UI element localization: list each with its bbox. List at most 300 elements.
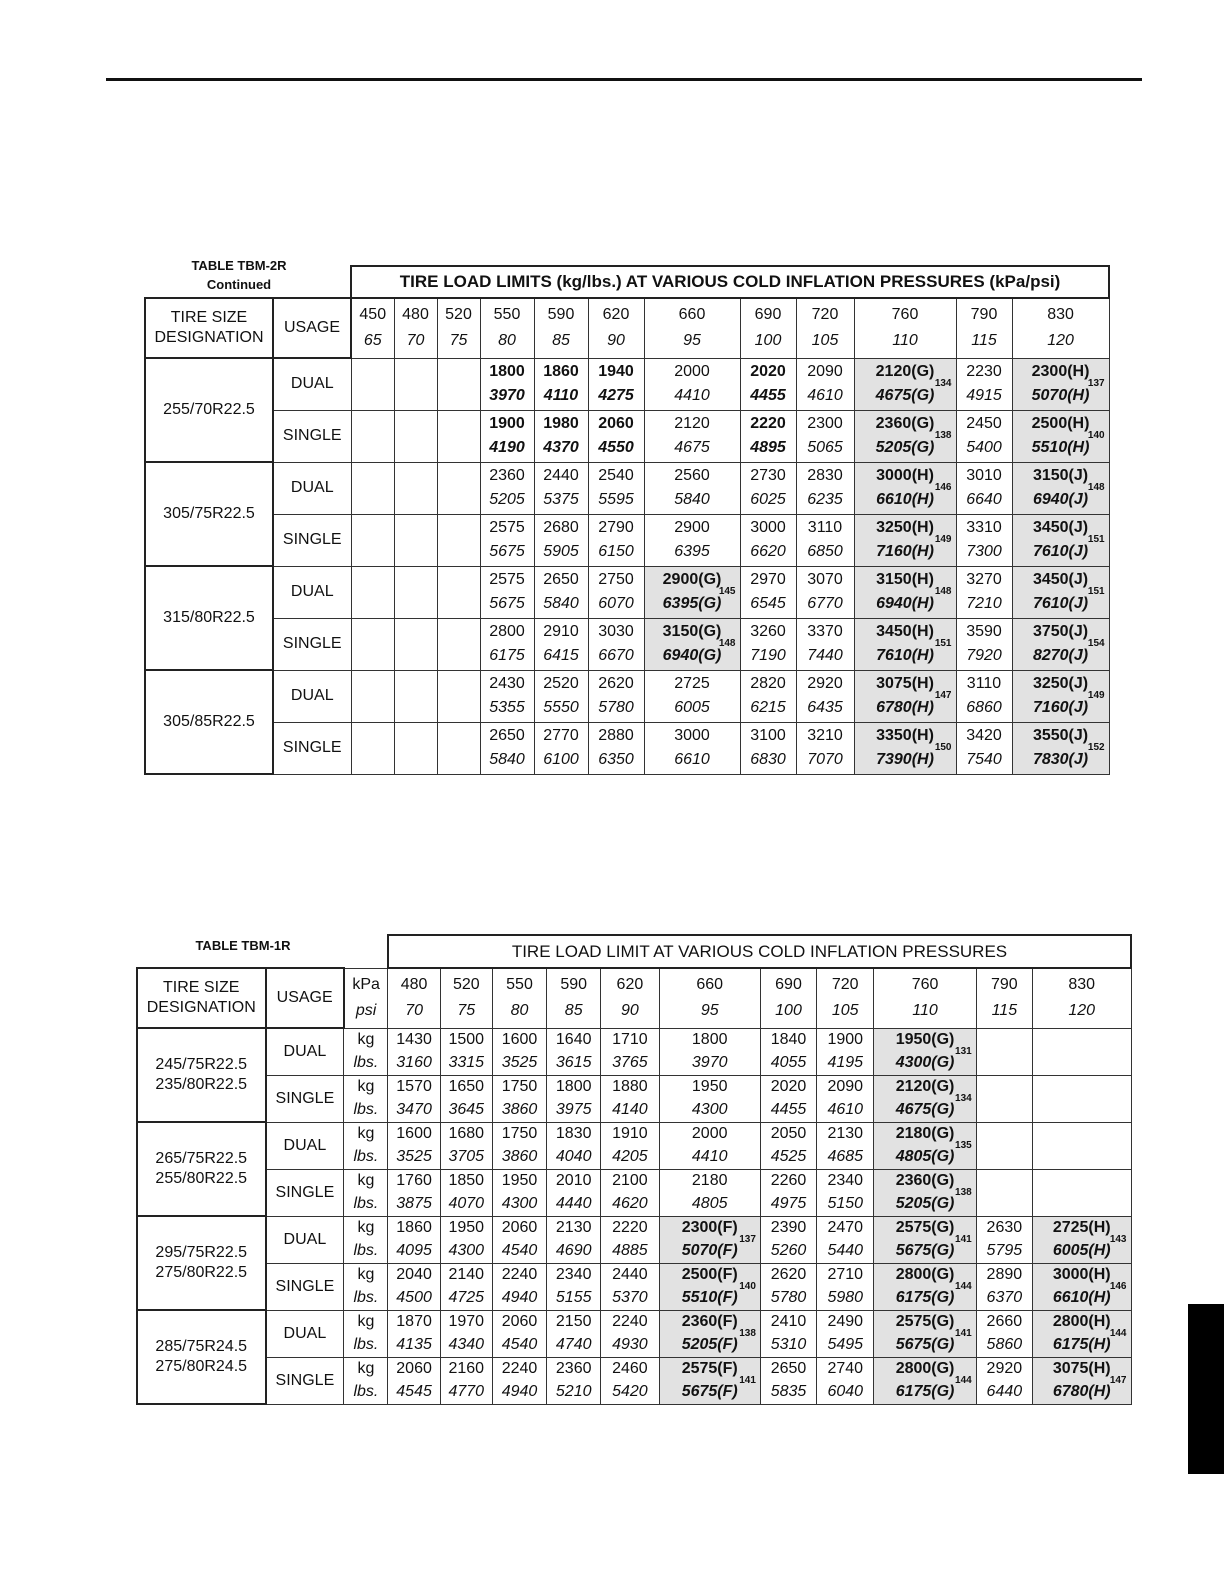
load-cell [388, 1357, 440, 1404]
psi-value: 90 [621, 1002, 639, 1020]
load-index: 146 [934, 482, 952, 493]
usage-label: SINGLE [266, 1169, 344, 1216]
kg-value: 2120 [674, 415, 710, 432]
load-cell [874, 1169, 976, 1216]
load-cell [440, 1169, 492, 1216]
load-cell [480, 462, 534, 514]
tbm2r-pressure-header [534, 298, 588, 358]
load-cell [976, 1122, 1032, 1169]
kg-value: 2220 [612, 1219, 648, 1236]
load-cell [1012, 618, 1109, 670]
usage-label: DUAL [266, 1310, 344, 1357]
lbs-value: 6770 [807, 595, 843, 612]
load-cell [440, 1028, 492, 1075]
lbs-value: 4610 [827, 1101, 864, 1118]
kg-value: 2770 [543, 727, 579, 744]
kpa-value: 480 [400, 976, 428, 994]
unit-header [344, 968, 388, 1028]
unit-kpa: kPa [352, 976, 380, 993]
load-cell [492, 1216, 546, 1263]
unit-kg: kg [357, 1313, 375, 1330]
load-cell [601, 1263, 659, 1310]
load-cell [956, 566, 1012, 618]
load-cell [817, 1028, 874, 1075]
kg-value: 3450(J) [1032, 519, 1089, 536]
load-cell [588, 462, 644, 514]
lbs-value: 7610(J) [1032, 543, 1089, 560]
lbs-value: 6640 [966, 491, 1002, 508]
load-cell [480, 618, 534, 670]
lbs-value: 5780 [770, 1289, 807, 1306]
load-cell [644, 566, 740, 618]
load-cell [760, 1122, 816, 1169]
tbm2r-header: TIRE LOAD LIMITS (kg/lbs.) AT VARIOUS COLD INFLATION PRESSURES (kPa/psi) [351, 266, 1109, 298]
kpa-value: 550 [493, 306, 521, 324]
kg-value: 1900 [489, 415, 525, 432]
lbs-value: 6370 [986, 1289, 1023, 1306]
tire-size-1: 285/75R24.5 [155, 1338, 248, 1355]
load-cell [534, 722, 588, 774]
load-cell [644, 670, 740, 722]
kg-value: 2060 [501, 1313, 538, 1330]
tire-size: 305/75R22.5 [145, 462, 273, 566]
table-row [137, 1122, 1131, 1169]
kg-value: 2790 [598, 519, 634, 536]
load-cell [644, 462, 740, 514]
lbs-value: 4410 [691, 1148, 728, 1165]
lbs-value: 5205(G) [875, 439, 935, 456]
load-cell [796, 410, 854, 462]
load-cell [492, 1028, 546, 1075]
lbs-value: 6860 [966, 699, 1002, 716]
kpa-value: 590 [560, 976, 588, 994]
unit-lbs: lbs. [353, 1383, 379, 1400]
load-cell [740, 514, 796, 566]
lbs-value: 4275 [598, 387, 634, 404]
load-cell [740, 618, 796, 670]
lbs-value: 4725 [448, 1289, 485, 1306]
usage-label: SINGLE [273, 722, 351, 774]
lbs-value: 4940 [501, 1289, 538, 1306]
kg-value: 2090 [827, 1078, 864, 1095]
lbs-value: 7160(H) [876, 543, 934, 560]
lbs-value: 6940(G) [662, 647, 722, 664]
kg-value: 2020 [750, 363, 786, 380]
kg-value: 2920 [986, 1360, 1023, 1377]
load-cell [394, 618, 437, 670]
kg-value: 1860 [396, 1219, 432, 1236]
usage-label: SINGLE [273, 618, 351, 670]
load-cell [388, 1216, 440, 1263]
lbs-value: 4885 [612, 1242, 648, 1259]
tbm1r-pressure-header [976, 968, 1032, 1028]
tbm1r-pressure-header [1032, 968, 1131, 1028]
lbs-value: 4690 [555, 1242, 592, 1259]
unit-psi: psi [355, 1002, 377, 1019]
load-index: 152 [1087, 742, 1105, 753]
unit-kg: kg [357, 1078, 375, 1095]
load-index: 140 [1087, 430, 1105, 441]
load-cell [644, 722, 740, 774]
kg-value: 2740 [827, 1360, 864, 1377]
kg-value: 2680 [543, 519, 579, 536]
tire-size-2: 235/80R22.5 [155, 1076, 248, 1093]
kg-value: 2910 [543, 623, 579, 640]
lbs-value: 5840 [489, 751, 525, 768]
load-cell [854, 410, 956, 462]
load-cell [534, 670, 588, 722]
tbm1r-pressure-header [492, 968, 546, 1028]
load-cell [1012, 722, 1109, 774]
load-cell [796, 670, 854, 722]
table-row [145, 514, 1109, 566]
table-row [145, 670, 1109, 722]
load-cell [588, 670, 644, 722]
psi-value: 90 [607, 332, 625, 350]
load-cell [1032, 1169, 1131, 1216]
lbs-value: 5980 [827, 1289, 864, 1306]
load-cell [854, 462, 956, 514]
lbs-value: 6610(H) [1052, 1289, 1111, 1306]
kg-value: 1750 [501, 1125, 538, 1142]
lbs-value: 5400 [966, 439, 1002, 456]
load-cell [437, 722, 480, 774]
load-cell [388, 1169, 440, 1216]
kg-value: 2620 [770, 1266, 807, 1283]
kg-value: 3030 [598, 623, 634, 640]
tire-size-1: 295/75R22.5 [155, 1244, 248, 1261]
usage-label: DUAL [273, 358, 351, 410]
kpa-value: 660 [696, 976, 724, 994]
lbs-value: 4300 [448, 1242, 485, 1259]
load-index: 145 [718, 586, 736, 597]
tbm2r-pressure-header [394, 298, 437, 358]
load-cell [588, 358, 644, 410]
usage-label: DUAL [273, 566, 351, 618]
kg-value: 2440 [543, 467, 579, 484]
kg-value: 2440 [612, 1266, 648, 1283]
psi-value: 110 [912, 1002, 938, 1020]
load-cell [388, 1075, 440, 1122]
load-cell [644, 514, 740, 566]
kg-value: 1430 [396, 1031, 432, 1048]
load-cell [492, 1169, 546, 1216]
section-tab [1188, 1304, 1224, 1474]
lbs-value: 3615 [555, 1054, 592, 1071]
load-cell [547, 1028, 601, 1075]
load-cell [440, 1310, 492, 1357]
load-cell [659, 1216, 760, 1263]
kg-value: 1880 [612, 1078, 648, 1095]
lbs-value: 6350 [598, 751, 634, 768]
kg-value: 1950 [501, 1172, 538, 1189]
load-cell [796, 618, 854, 670]
usage-label: SINGLE [266, 1075, 344, 1122]
kg-value: 1650 [448, 1078, 485, 1095]
lbs-value: 5780 [598, 699, 634, 716]
unit-kg: kg [357, 1031, 375, 1048]
kg-value: 2050 [770, 1125, 807, 1142]
lbs-value: 5675(G) [895, 1336, 955, 1353]
lbs-value: 4500 [396, 1289, 432, 1306]
kg-value: 3000 [674, 727, 710, 744]
tbm2r-pressure-header [437, 298, 480, 358]
tbm1r-pressure-header [659, 968, 760, 1028]
load-cell [1012, 410, 1109, 462]
kg-value: 2450 [966, 415, 1002, 432]
lbs-value: 4525 [770, 1148, 807, 1165]
lbs-value: 6005(H) [1052, 1242, 1111, 1259]
psi-value: 95 [700, 1002, 719, 1020]
kg-value: 1500 [448, 1031, 485, 1048]
kg-value: 1830 [555, 1125, 592, 1142]
kg-value: 2650 [489, 727, 525, 744]
lbs-value: 5065 [807, 439, 843, 456]
load-cell [601, 1122, 659, 1169]
load-index: 137 [739, 1233, 756, 1245]
unit-kg: kg [357, 1266, 375, 1283]
load-cell [601, 1169, 659, 1216]
psi-value: 70 [406, 332, 425, 350]
tbm1r-pressure-header [440, 968, 492, 1028]
load-cell [956, 462, 1012, 514]
lbs-value: 5070(F) [681, 1242, 738, 1259]
load-cell [659, 1357, 760, 1404]
kg-value: 1760 [396, 1172, 432, 1189]
lbs-value: 4930 [612, 1336, 648, 1353]
load-cell [740, 670, 796, 722]
tire-size [137, 1310, 266, 1404]
usage-label: DUAL [266, 1028, 344, 1075]
load-cell [1032, 1357, 1131, 1404]
load-cell [817, 1310, 874, 1357]
lbs-value: 4540 [501, 1336, 538, 1353]
kg-value: 2000 [691, 1125, 728, 1142]
load-index: 149 [1087, 690, 1105, 701]
tbm2r-pressure-header [740, 298, 796, 358]
kg-value: 3750(J) [1032, 623, 1089, 640]
load-cell [854, 670, 956, 722]
load-index: 150 [934, 742, 952, 753]
load-cell [854, 514, 956, 566]
kpa-value: 790 [970, 306, 998, 324]
unit-cell [344, 1169, 388, 1216]
lbs-value: 4610 [807, 387, 843, 404]
usage-label: SINGLE [266, 1263, 344, 1310]
lbs-value: 6780(H) [1052, 1383, 1111, 1400]
lbs-value: 4340 [448, 1336, 485, 1353]
load-cell [394, 410, 437, 462]
lbs-value: 4550 [598, 439, 634, 456]
kg-value: 1840 [770, 1031, 807, 1048]
load-cell [601, 1310, 659, 1357]
table-row [137, 1075, 1131, 1122]
kg-value: 1710 [612, 1031, 648, 1048]
lbs-value: 5440 [827, 1242, 864, 1259]
load-cell [437, 618, 480, 670]
load-cell [394, 514, 437, 566]
kg-value: 1600 [396, 1125, 432, 1142]
table-row [145, 462, 1109, 514]
load-cell [817, 1075, 874, 1122]
load-cell [601, 1357, 659, 1404]
kpa-value: 830 [1047, 306, 1074, 324]
load-cell [740, 462, 796, 514]
load-cell [874, 1216, 976, 1263]
load-cell [437, 514, 480, 566]
lbs-value: 5860 [986, 1336, 1023, 1353]
usage-label: SINGLE [273, 514, 351, 566]
load-cell [601, 1075, 659, 1122]
load-cell [351, 618, 394, 670]
kpa-value: 520 [452, 976, 480, 994]
kg-value: 2830 [807, 467, 843, 484]
usage-label: SINGLE [266, 1357, 344, 1404]
lbs-value: 3470 [396, 1101, 432, 1118]
lbs-value: 8270(J) [1032, 647, 1089, 664]
load-cell [817, 1122, 874, 1169]
kg-value: 1600 [501, 1031, 538, 1048]
kg-value: 3150(H) [876, 571, 934, 588]
psi-value: 65 [363, 332, 382, 350]
kg-value: 2430 [489, 675, 525, 692]
load-cell [534, 566, 588, 618]
kg-value: 2060 [396, 1360, 432, 1377]
unit-cell [344, 1216, 388, 1263]
tbm2r-pressure-header [1012, 298, 1109, 358]
lbs-value: 4370 [543, 439, 579, 456]
kg-value: 2750 [598, 571, 634, 588]
kg-value: 1570 [396, 1078, 432, 1095]
load-cell [492, 1075, 546, 1122]
tbm1r-pressure-header [760, 968, 816, 1028]
kg-value: 2300 [807, 415, 843, 432]
lbs-value: 3705 [448, 1148, 485, 1165]
psi-value: 85 [564, 1002, 583, 1020]
kg-value: 2660 [986, 1313, 1023, 1330]
lbs-value: 6395(G) [662, 595, 722, 612]
load-cell [1032, 1028, 1131, 1075]
lbs-value: 4940 [501, 1383, 538, 1400]
tbm2r-pressure-header [854, 298, 956, 358]
lbs-value: 4895 [750, 439, 786, 456]
load-index: 138 [934, 430, 952, 441]
load-cell [1032, 1075, 1131, 1122]
load-cell [956, 410, 1012, 462]
unit-kg: kg [357, 1125, 375, 1142]
load-cell [492, 1357, 546, 1404]
kg-value: 2160 [448, 1360, 485, 1377]
load-cell [351, 358, 394, 410]
table-row [137, 1357, 1131, 1404]
unit-cell [344, 1357, 388, 1404]
kg-value: 2540 [598, 467, 634, 484]
lbs-value: 5155 [555, 1289, 592, 1306]
kg-value: 1750 [501, 1078, 538, 1095]
kg-value: 2000 [674, 363, 710, 380]
load-cell [976, 1075, 1032, 1122]
load-cell [1012, 566, 1109, 618]
lbs-value: 6610(H) [876, 491, 934, 508]
lbs-value: 7390(H) [876, 751, 934, 768]
lbs-value: 6545 [750, 595, 786, 612]
unit-cell [344, 1075, 388, 1122]
kg-value: 2725 [674, 675, 710, 692]
kg-value: 2140 [448, 1266, 485, 1283]
psi-value: 100 [754, 332, 782, 350]
kg-value: 2360(G) [875, 415, 935, 432]
lbs-value: 6830 [750, 751, 786, 768]
load-cell [394, 358, 437, 410]
lbs-value: 3970 [691, 1054, 728, 1071]
kg-value: 2010 [555, 1172, 592, 1189]
load-cell [874, 1075, 976, 1122]
psi-value: 110 [892, 332, 918, 350]
tire-size: 315/80R22.5 [145, 566, 273, 670]
load-cell [440, 1216, 492, 1263]
table-row [145, 618, 1109, 670]
table-row [145, 410, 1109, 462]
load-cell [796, 722, 854, 774]
lbs-value: 5210 [555, 1383, 592, 1400]
load-cell [547, 1357, 601, 1404]
kg-value: 2890 [986, 1266, 1023, 1283]
kg-value: 2340 [555, 1266, 592, 1283]
load-cell [534, 462, 588, 514]
unit-lbs: lbs. [353, 1148, 379, 1165]
kpa-value: 660 [678, 306, 706, 324]
usage-label: DUAL [273, 462, 351, 514]
kg-value: 3070 [807, 571, 843, 588]
kg-value: 2300(H) [1031, 363, 1090, 380]
lbs-value: 4740 [555, 1336, 592, 1353]
load-cell [440, 1075, 492, 1122]
load-cell [659, 1263, 760, 1310]
kg-value: 3000(H) [876, 467, 934, 484]
tire-size-2: 275/80R22.5 [155, 1264, 248, 1281]
load-cell [644, 410, 740, 462]
load-cell [440, 1263, 492, 1310]
load-cell [659, 1310, 760, 1357]
kg-value: 2100 [612, 1172, 648, 1189]
kg-value: 3350(H) [876, 727, 934, 744]
load-cell [976, 1357, 1032, 1404]
load-cell [394, 462, 437, 514]
kg-value: 1950(G) [895, 1031, 955, 1048]
tbm2r-pressure-header [644, 298, 740, 358]
lbs-value: 5905 [543, 543, 579, 560]
load-cell [351, 566, 394, 618]
load-cell [588, 722, 644, 774]
lbs-value: 4135 [396, 1336, 432, 1353]
tbm1r-col-size: TIRE SIZE DESIGNATION [137, 968, 266, 1028]
kg-value: 3270 [966, 571, 1002, 588]
unit-lbs: lbs. [353, 1289, 379, 1306]
load-cell [817, 1357, 874, 1404]
table-row [145, 722, 1109, 774]
unit-kg: kg [357, 1172, 375, 1189]
lbs-value: 4440 [555, 1195, 592, 1212]
load-index: 147 [934, 690, 952, 701]
kg-value: 2500(F) [681, 1266, 738, 1283]
tbm2r-subtitle: Continued [206, 277, 272, 292]
load-cell [760, 1263, 816, 1310]
lbs-value: 7210 [966, 595, 1002, 612]
kg-value: 2260 [770, 1172, 807, 1189]
kg-value: 2800(G) [895, 1266, 955, 1283]
load-cell [547, 1075, 601, 1122]
lbs-value: 5150 [827, 1195, 864, 1212]
